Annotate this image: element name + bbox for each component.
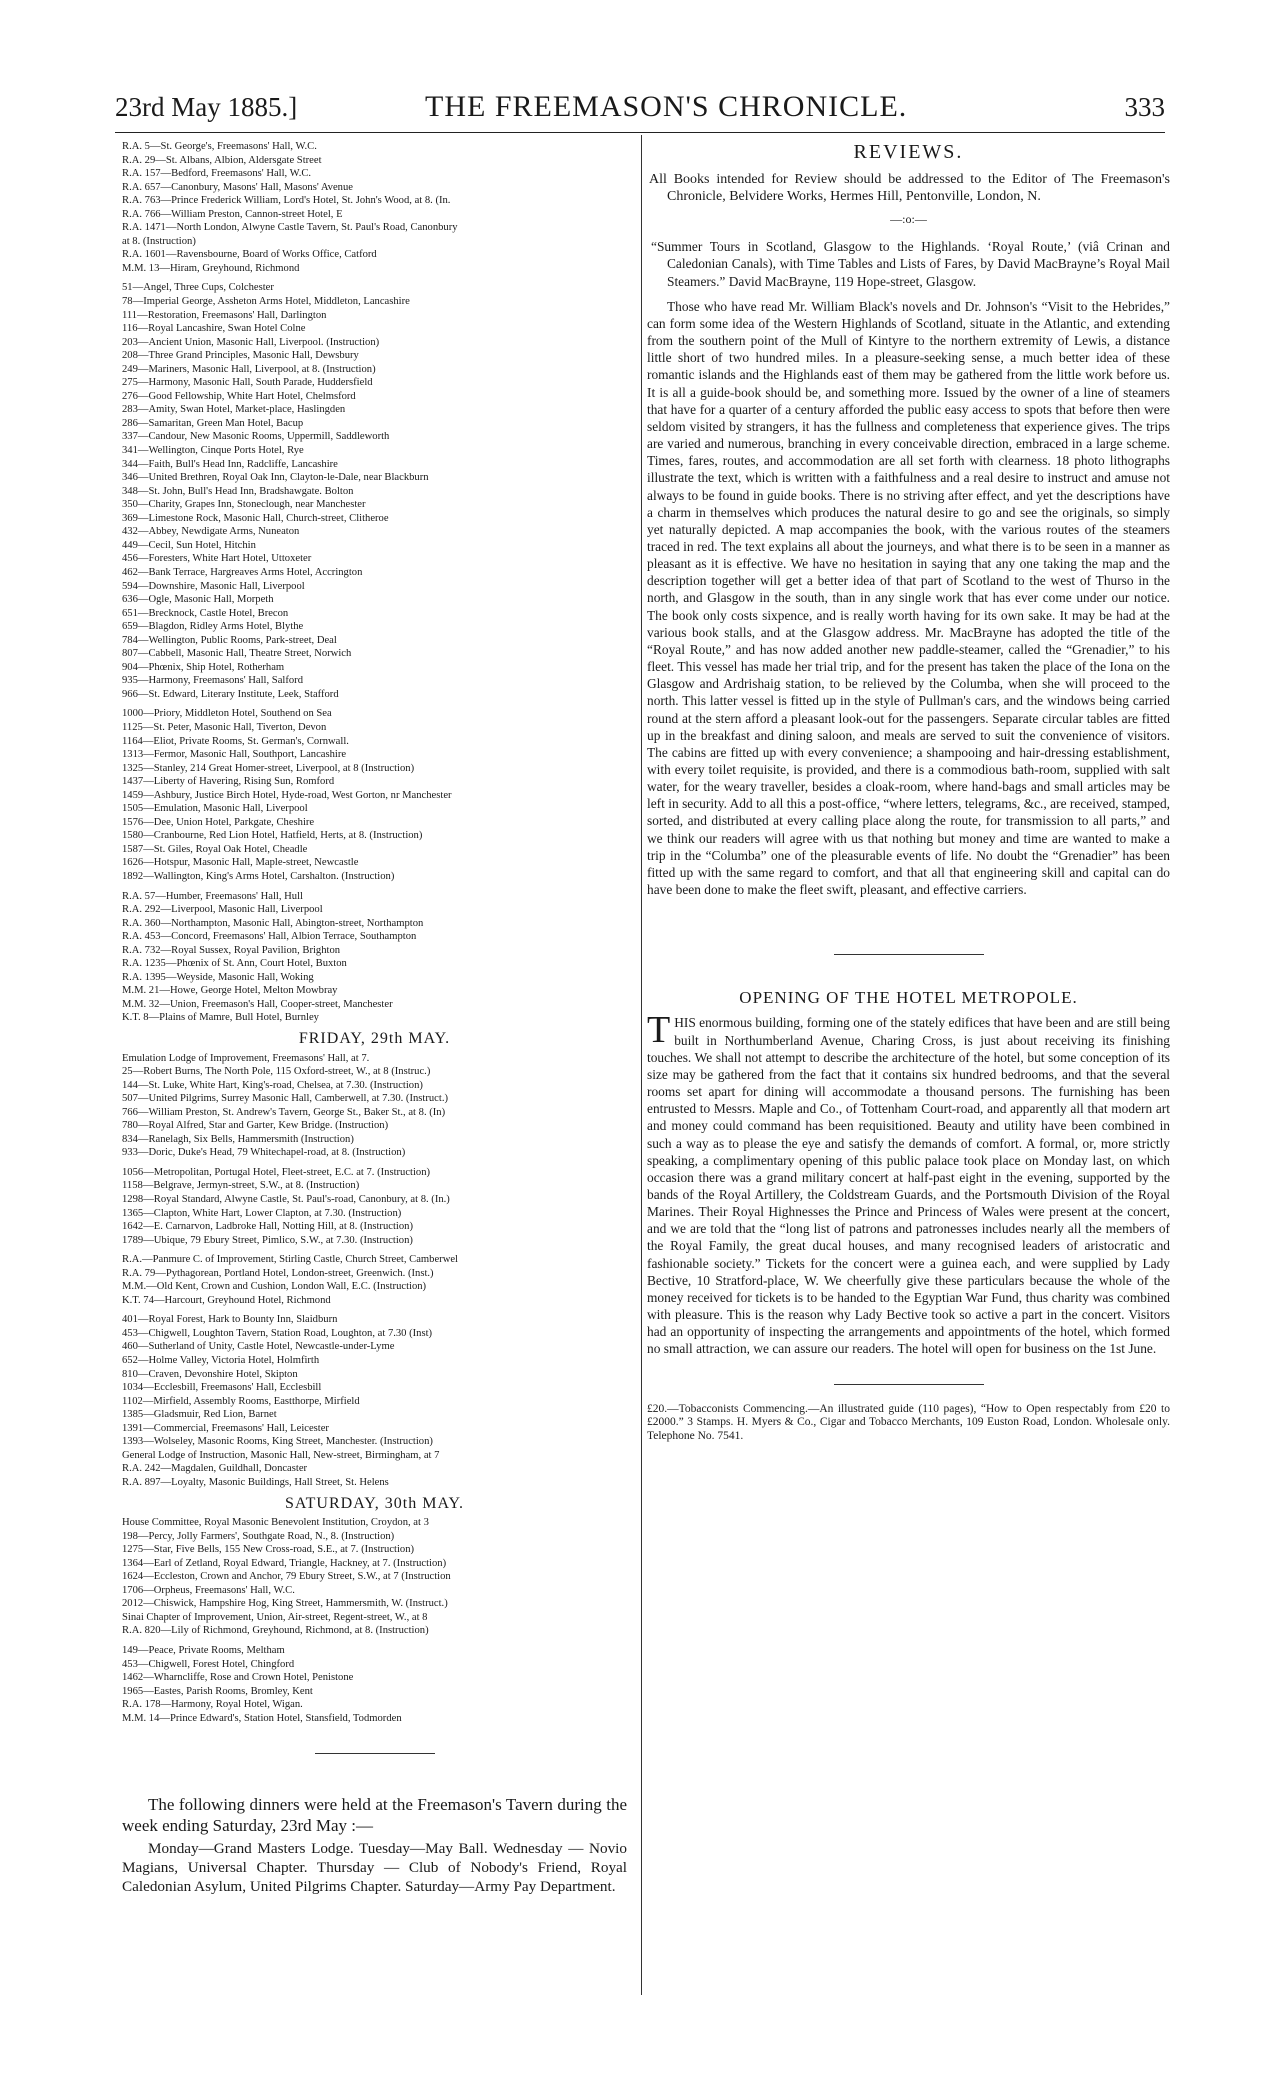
list-item: 456—Foresters, White Hart Hotel, Uttoxeter — [122, 553, 312, 565]
lodge-list-5 — [122, 1052, 627, 1160]
list-item: 1624—Eccleston, Crown and Anchor, 79 Ebury Street, S.W., at 7 (Instruction — [122, 1571, 451, 1583]
review-body: Those who have read Mr. William Black's novels and Dr. Johnson's “Visit to the Hebrides,” can form some idea of the Western Highlands of Scotland, situate in the Atlantic, and extending from the southern point of the Mull of Kintyre to the northern extremity of Lewis, a distance little short of two hundred miles. In a pleasure-seeking sense, a much better idea of these romantic islands and the Highlands east of them may be gathered from the little work before us. It is all a guide-book should be, and something more. Issued by the owner of a line of steamers that have for a quarter of a century afforded the public easy access to spots that before then were seldom visited by strangers, it has the fullness and completeness that experience gives. The trips are varied and numerous, branching in every conceivable direction, embraced in a large scheme. Times, fares, routes, and accommodation are all set forth with clearness. 18 photo lithographs illustrate the text, which is written with a faithfulness and a real desire to instruct and amuse not always to be found in guide books. There is no striving after effect, and yet the descriptions have a charm in themselves which produces the natural desire to go and see the originals, so simply yet naturally depicted. A map accompanies the book, with the various routes of the steamers traced in red. The text explains all about the journeys, and what there is to be seen in a manner as pleasant as it is effective. We have no hesitation in saying that any one taking the map and the description together will get a better idea of that part of Scotland to the west of Thurso in the north, and Glasgow in the south, than in any single work that has ever come under our notice. The book only costs sixpence, and is really worth having for its own sake. It may be had at the various book stalls, and at the Glasgow address. Mr. MacBrayne has adopted the title of the “Royal Route,” and has now added another new paddle-steamer, called the “Grenadier,” to his fleet. This vessel has made her trial trip, and for the present has taken the place of the Iona on the Glasgow and Ardrishaig station, to be relieved by the Columba, when she will proceed to the north. This latter vessel is fitted up in the style of Pullman's cars, and the windows being carried round at the stern afford a pleasant look-out for the passengers. Separate circular tables are fitted up in the breakfast and dining saloon, and meals are served to suit the convenience of visitors. The cabins are fitted up with every convenience; a shampooing and hair-dressing establishment, with every toilet requisite, is provided, and there is a commodious bath-room, supplied with salt water, for the weary traveller, besides a cloak-room, where hand-bags and small articles may be left in security. Add to all this a post-office, “where letters, telegrams, &c., are received, stamped, sorted, and distributed at every calling place along the route, for transmission to all parts,” and we think our readers will agree with us that nothing but money and time are wanted to make a trip in the “Columba” one of the pleasurable events of life. No doubt the “Grenadier” has been fitted up with the same regard to comfort, and that all that engineering skill and capital can do have been done to make the fleet swift, pleasant, and effective carriers. — [647, 298, 1170, 898]
list-item: K.T. 8—Plains of Mamre, Bull Hotel, Burnley — [122, 1012, 319, 1024]
list-item: 1158—Belgrave, Jermyn-street, S.W., at 8. (Instruction) — [122, 1180, 360, 1192]
list-item: 935—Harmony, Freemasons' Hall, Salford — [122, 675, 303, 687]
list-item: 834—Ranelagh, Six Bells, Hammersmith (Instruction) — [122, 1133, 354, 1145]
list-item: R.A. 657—Canonbury, Masons' Hall, Masons' Avenue — [122, 181, 353, 193]
list-item: 462—Bank Terrace, Hargreaves Arms Hotel, Accrington — [122, 566, 363, 578]
list-item: 369—Limestone Rock, Masonic Hall, Church-street, Clitheroe — [122, 512, 389, 524]
list-item: M.M.—Old Kent, Crown and Cushion, London Wall, E.C. (Instruction) — [122, 1281, 427, 1293]
lodge-list-4 — [122, 890, 627, 1025]
list-item: 636—Ogle, Masonic Hall, Morpeth — [122, 594, 274, 606]
list-item: R.A. 57—Humber, Freemasons' Hall, Hull — [122, 890, 303, 902]
list-item: 432—Abbey, Newdigate Arms, Nuneaton — [122, 526, 300, 538]
list-item: 1505—Emulation, Masonic Hall, Liverpool — [122, 803, 308, 815]
review-citation: “Summer Tours in Scotland, Glasgow to the Highlands. ‘Royal Route,’ (viâ Crinan and Caledonian Canals), with Time Tables and Lists of Fares, by David MacBrayne’s Royal Mail Steamers.” David MacBrayne, 119 Hope-street, Glasgow. — [651, 239, 1170, 289]
list-item: 346—United Brethren, Royal Oak Inn, Clayton-le-Dale, near Blackburn — [122, 472, 429, 484]
list-item: M.M. 13—Hiram, Greyhound, Richmond — [122, 262, 300, 274]
list-item: R.A. 157—Bedford, Freemasons' Hall, W.C. — [122, 168, 312, 180]
list-item: R.A. 820—Lily of Richmond, Greyhound, Richmond, at 8. (Instruction) — [122, 1625, 429, 1637]
masthead-title: THE FREEMASON'S CHRONICLE. — [425, 90, 908, 123]
list-item: 1385—Gladsmuir, Red Lion, Barnet — [122, 1409, 277, 1421]
list-item: R.A. 763—Prince Frederick William, Lord's Hotel, St. John's Wood, at 8. (In. — [122, 195, 451, 207]
list-item: 1365—Clapton, White Hart, Lower Clapton, at 7.30. (Instruction) — [122, 1207, 402, 1219]
list-item: 1275—Star, Five Bells, 155 New Cross-road, S.E., at 7. (Instruction) — [122, 1544, 415, 1556]
list-item: 1706—Orpheus, Freemasons' Hall, W.C. — [122, 1584, 295, 1596]
list-item: 460—Sutherland of Unity, Castle Hotel, Newcastle-under-Lyme — [122, 1341, 395, 1353]
issue-date: 23rd May 1885.] — [115, 92, 298, 122]
list-item: 1587—St. Giles, Royal Oak Hotel, Cheadle — [122, 843, 308, 855]
list-item: 116—Royal Lancashire, Swan Hotel Colne — [122, 323, 306, 335]
list-item: 651—Brecknock, Castle Hotel, Brecon — [122, 607, 289, 619]
lodge-list-8 — [122, 1313, 627, 1489]
list-item: 453—Chigwell, Loughton Tavern, Station Road, Loughton, at 7.30 (Inst) — [122, 1327, 433, 1339]
list-item: M.M. 21—Howe, George Hotel, Melton Mowbray — [122, 985, 338, 997]
list-item: 1298—Royal Standard, Alwyne Castle, St. Paul's-road, Canonbury, at 8. (In.) — [122, 1194, 450, 1206]
list-item: R.A. 1601—Ravensbourne, Board of Works Office, Catford — [122, 249, 377, 261]
ornament-separator: —:o:— — [890, 212, 927, 227]
list-item: 453—Chigwell, Forest Hotel, Chingford — [122, 1658, 295, 1670]
lodge-list-10 — [122, 1644, 627, 1725]
list-item: 780—Royal Alfred, Star and Garter, Kew Bridge. (Instruction) — [122, 1120, 389, 1132]
page-number: 333 — [1124, 92, 1165, 122]
column-divider — [641, 135, 642, 1995]
page-header — [115, 88, 1165, 128]
list-item: 401—Royal Forest, Hark to Bounty Inn, Slaidburn — [122, 1314, 338, 1326]
list-item: R.A. 242—Magdalen, Guildhall, Doncaster — [122, 1463, 308, 1475]
list-item: M.M. 14—Prince Edward's, Station Hotel, Stansfield, Todmorden — [122, 1712, 402, 1724]
list-item: 51—Angel, Three Cups, Colchester — [122, 282, 274, 294]
list-item: 1164—Eliot, Private Rooms, St. German's, Cornwall. — [122, 735, 349, 747]
list-item: 810—Craven, Devonshire Hotel, Skipton — [122, 1368, 298, 1380]
list-item: 1102—Mirfield, Assembly Rooms, Eastthorpe, Mirfield — [122, 1395, 360, 1407]
reviews-heading: REVIEWS. — [853, 141, 964, 163]
list-item: R.A. 178—Harmony, Royal Hotel, Wigan. — [122, 1699, 303, 1711]
hotel-heading: OPENING OF THE HOTEL METROPOLE. — [739, 988, 1078, 1008]
list-item: 652—Holme Valley, Victoria Hotel, Holmfirth — [122, 1355, 320, 1367]
left-column — [122, 140, 627, 1896]
list-item: 1580—Cranbourne, Red Lion Hotel, Hatfield, Herts, at 8. (Instruction) — [122, 830, 423, 842]
list-item: 249—Mariners, Masonic Hall, Liverpool, at 8. (Instruction) — [122, 363, 376, 375]
list-item: 344—Faith, Bull's Head Inn, Radcliffe, Lancashire — [122, 458, 338, 470]
list-item: 111—Restoration, Freemasons' Hall, Darlington — [122, 309, 327, 321]
list-item: Sinai Chapter of Improvement, Union, Air-street, Regent-street, W., at 8 — [122, 1611, 428, 1623]
list-item: 1437—Liberty of Havering, Rising Sun, Romford — [122, 776, 335, 788]
list-item: 1313—Fermor, Masonic Hall, Southport, Lancashire — [122, 749, 347, 761]
list-item: 1642—E. Carnarvon, Ladbroke Hall, Notting Hill, at 8. (Instruction) — [122, 1221, 413, 1233]
list-item: 1000—Priory, Middleton Hotel, Southend on Sea — [122, 708, 332, 720]
list-item: 904—Phœnix, Ship Hotel, Rotherham — [122, 661, 285, 673]
list-item: 1789—Ubique, 79 Ebury Street, Pimlico, S.W., at 7.30. (Instruction) — [122, 1234, 413, 1246]
list-item: R.A. 360—Northampton, Masonic Hall, Abington-street, Northampton — [122, 917, 424, 929]
list-item: M.M. 32—Union, Freemason's Hall, Cooper-street, Manchester — [122, 998, 393, 1010]
list-item: 1391—Commercial, Freemasons' Hall, Leicester — [122, 1422, 329, 1434]
list-item: 1462—Wharncliffe, Rose and Crown Hotel, Penistone — [122, 1672, 354, 1684]
list-item: 198—Percy, Jolly Farmers', Southgate Road, N., 8. (Instruction) — [122, 1530, 395, 1542]
list-item: 25—Robert Burns, The North Pole, 115 Oxford-street, W., at 8 (Instruc.) — [122, 1066, 431, 1078]
lodge-list-3 — [122, 707, 627, 883]
list-item: 1965—Eastes, Parish Rooms, Bromley, Kent — [122, 1685, 313, 1697]
list-item: R.A. 1235—Phœnix of St. Ann, Court Hotel, Buxton — [122, 958, 347, 970]
list-item: 766—William Preston, St. Andrew's Tavern, George St., Baker St., at 8. (In) — [122, 1106, 446, 1118]
list-item: 1459—Ashbury, Justice Birch Hotel, Hyde-road, West Gorton, nr Manchester — [122, 789, 452, 801]
list-item: 276—Good Fellowship, White Hart Hotel, Chelmsford — [122, 390, 356, 402]
list-item: 1125—St. Peter, Masonic Hall, Tiverton, Devon — [122, 721, 327, 733]
lodge-list-9 — [122, 1516, 627, 1638]
saturday-heading: SATURDAY, 30th MAY. — [284, 1494, 465, 1512]
lodge-list-6 — [122, 1166, 627, 1247]
list-item: R.A. 766—William Preston, Cannon-street Hotel, E — [122, 208, 343, 220]
dinners-intro: The following dinners were held at the Freemason's Tavern during the week ending Saturday, 23rd May :— — [122, 1795, 627, 1836]
lodge-list-1 — [122, 140, 627, 275]
header-rule — [115, 132, 1165, 133]
list-item: 275—Harmony, Masonic Hall, South Parade, Huddersfield — [122, 377, 373, 389]
list-item: 144—St. Luke, White Hart, King's-road, Chelsea, at 7.30. (Instruction) — [122, 1079, 423, 1091]
list-item: R.A. 1471—North London, Alwyne Castle Tavern, St. Paul's Road, Canonbury — [122, 222, 458, 234]
drop-cap: T — [647, 1009, 671, 1052]
list-item: R.A. 732—Royal Sussex, Royal Pavilion, Brighton — [122, 944, 341, 956]
list-item: 208—Three Grand Principles, Masonic Hall, Dewsbury — [122, 350, 359, 362]
advertisement: £20.—Tobacconists Commencing.—An illustrated guide (110 pages), “How to Open respectably from £20 to £2000.” 3 Stamps. H. Myers & Co., Cigar and Tobacco Merchants, 109 Euston Road, London. Wholesale only. Telephone No. 7541. — [647, 1402, 1170, 1442]
right-column — [647, 140, 1170, 1443]
list-item: at 8. (Instruction) — [122, 235, 196, 247]
list-item: 283—Amity, Swan Hotel, Market-place, Haslingden — [122, 404, 346, 416]
list-item: 149—Peace, Private Rooms, Meltham — [122, 1644, 285, 1656]
list-item: 1626—Hotspur, Masonic Hall, Maple-street, Newcastle — [122, 857, 359, 869]
dinners-body: Monday—Grand Masters Lodge. Tuesday—May Ball. Wednesday — Novio Magians, Universal Chapter. Thursday — Club of Nobody's Friend, Royal Caledonian Asylum, United Pilgrims Chapter. Saturday—Army Pay Department. — [122, 1840, 627, 1896]
list-item: 78—Imperial George, Assheton Arms Hotel, Middleton, Lancashire — [122, 296, 410, 308]
list-item: R.A. 292—Liverpool, Masonic Hall, Liverpool — [122, 904, 323, 916]
list-item: Emulation Lodge of Improvement, Freemasons' Hall, at 7. — [122, 1052, 370, 1064]
list-item: 1576—Dee, Union Hotel, Parkgate, Cheshire — [122, 816, 315, 828]
list-item: K.T. 74—Harcourt, Greyhound Hotel, Richmond — [122, 1294, 331, 1306]
list-item: 807—Cabbell, Masonic Hall, Theatre Street, Norwich — [122, 648, 352, 660]
list-item: 350—Charity, Grapes Inn, Stoneclough, near Manchester — [122, 499, 366, 511]
list-item: 1364—Earl of Zetland, Royal Edward, Triangle, Hackney, at 7. (Instruction) — [122, 1557, 447, 1569]
list-item: General Lodge of Instruction, Masonic Hall, New-street, Birmingham, at 7 — [122, 1449, 440, 1461]
list-item: 933—Doric, Duke's Head, 79 Whitechapel-road, at 8. (Instruction) — [122, 1147, 406, 1159]
list-item: R.A. 1395—Weyside, Masonic Hall, Woking — [122, 971, 314, 983]
list-item: 784—Wellington, Public Rooms, Park-street, Deal — [122, 634, 337, 646]
list-item: 507—United Pilgrims, Surrey Masonic Hall, Camberwell, at 7.30. (Instruct.) — [122, 1093, 448, 1105]
list-item: 348—St. John, Bull's Head Inn, Bradshawgate. Bolton — [122, 485, 354, 497]
list-item: 341—Wellington, Cinque Ports Hotel, Rye — [122, 445, 304, 457]
lodge-list-2 — [122, 281, 627, 701]
section-rule — [834, 954, 984, 955]
section-rule — [834, 1384, 984, 1385]
list-item: R.A.—Panmure C. of Improvement, Stirling Castle, Church Street, Camberwel — [122, 1254, 458, 1266]
list-item: 659—Blagdon, Ridley Arms Hotel, Blythe — [122, 621, 304, 633]
reviews-notice: All Books intended for Review should be addressed to the Editor of The Freemason's Chronicle, Belvidere Works, Hermes Hill, Pentonville, London, N. — [649, 172, 1170, 205]
list-item: 286—Samaritan, Green Man Hotel, Bacup — [122, 417, 304, 429]
list-item: R.A. 453—Concord, Freemasons' Hall, Albion Terrace, Southampton — [122, 931, 417, 943]
friday-heading: FRIDAY, 29th MAY. — [298, 1030, 451, 1047]
lodge-list-7 — [122, 1253, 627, 1307]
list-item: R.A. 79—Pythagorean, Portland Hotel, London-street, Greenwich. (Inst.) — [122, 1267, 434, 1279]
list-item: 2012—Chiswick, Hampshire Hog, King Street, Hammersmith, W. (Instruct.) — [122, 1598, 448, 1610]
list-item: 1034—Ecclesbill, Freemasons' Hall, Ecclesbill — [122, 1382, 322, 1394]
list-item: 449—Cecil, Sun Hotel, Hitchin — [122, 539, 256, 551]
list-item: 337—Candour, New Masonic Rooms, Uppermill, Saddleworth — [122, 431, 390, 443]
list-item: 203—Ancient Union, Masonic Hall, Liverpool. (Instruction) — [122, 336, 380, 348]
list-item: House Committee, Royal Masonic Benevolent Institution, Croydon, at 3 — [122, 1517, 429, 1529]
hotel-body: HIS enormous building, forming one of the stately edifices that have been and are still being built in Northumberland Avenue, Charing Cross, is just about receiving its finishing touches. We shall not attempt to describe the architecture of the hotel, but some conception of its size may be gathered from the fact that it contains six hundred bedrooms, and that the several rooms set apart for dining will accommodate a thousand persons. The furnishing has been entrusted to Messrs. Maple and Co., of Tottenham Court-road, and apparently all that modern art and money could command has been requisitioned. Beauty and utility have been combined in such a way as to please the eye and satisfy the demands of comfort. A formal, or, more strictly speaking, a complimentary opening of this public palace took place on Monday last, on which occasion there was a grand military concert at half-past eight in the evening, supported by the bands of the Royal Artillery, the Coldstream Guards, and the Portsmouth Division of the Royal Marines. Their Royal Highnesses the Prince and Princess of Wales were present at the concert, and we are told that the “long list of patrons and patronesses includes nearly all the members of the Royal Family, the great ducal houses, and many recognised leaders of aristocratic and fashionable society.” Tickets for the concert were a guinea each, and were supplied by Lady Bective, 10 Stratford-place, W. We cheerfully give these particulars because the whole of the money received for tickets is to be handed to the Egyptian War Fund, thus charity was combined with pleasure. This is the reason why Lady Bective took so active a part in the concert. Visitors had an opportunity of inspecting the arrangements and appointments of the hotel, which formed no small attraction, we can assure our readers. The hotel will open for business on the 1st June. — [647, 1015, 1170, 1357]
list-item: R.A. 29—St. Albans, Albion, Aldersgate Street — [122, 154, 322, 166]
list-item: 1056—Metropolitan, Portugal Hotel, Fleet-street, E.C. at 7. (Instruction) — [122, 1166, 431, 1178]
list-item: 1325—Stanley, 214 Great Homer-street, Liverpool, at 8 (Instruction) — [122, 762, 415, 774]
list-item: 1393—Wolseley, Masonic Rooms, King Street, Manchester. (Instruction) — [122, 1436, 433, 1448]
section-rule — [315, 1753, 435, 1754]
list-item: R.A. 897—Loyalty, Masonic Buildings, Hall Street, St. Helens — [122, 1476, 389, 1488]
list-item: 594—Downshire, Masonic Hall, Liverpool — [122, 580, 305, 592]
list-item: R.A. 5—St. George's, Freemasons' Hall, W.C. — [122, 141, 317, 152]
list-item: 966—St. Edward, Literary Institute, Leek, Stafford — [122, 688, 339, 700]
list-item: 1892—Wallington, King's Arms Hotel, Carshalton. (Instruction) — [122, 870, 395, 882]
